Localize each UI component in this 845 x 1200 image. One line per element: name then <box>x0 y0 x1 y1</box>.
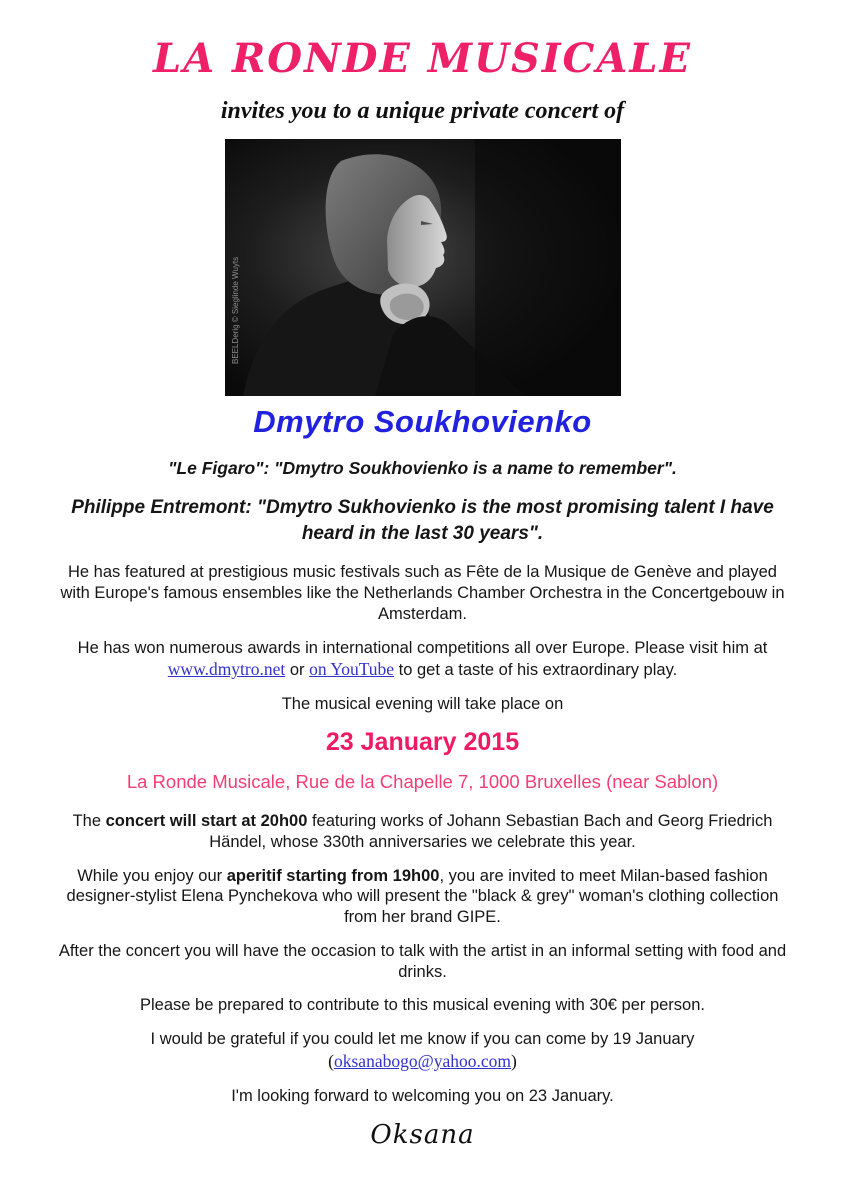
concert-date: 23 January 2015 <box>325 727 520 756</box>
venue-address: La Ronde Musicale, Rue de la Chapelle 7, 1000 Bruxelles (near Sablon) <box>126 770 719 792</box>
youtube-link[interactable]: on YouTube <box>309 659 395 680</box>
paragraph-awards-mid: or <box>285 661 310 680</box>
invitation-page <box>57 0 789 1150</box>
evening-lead-line: The musical evening will take place on <box>281 695 564 714</box>
rsvp-email-link[interactable]: oksanabogo@yahoo.com <box>334 1051 511 1071</box>
quote-le-figaro: "Le Figaro": "Dmytro Soukhovienko is a name to remember". <box>168 458 677 478</box>
paragraph-awards-pre: He has won numerous awards in international competitions all over Europe. Please visit him at <box>77 638 768 657</box>
paragraph-awards <box>57 638 789 682</box>
page-title: LA RONDE MUSICALE <box>152 35 693 82</box>
paragraph-rsvp: I would be grateful if you could let me know if you can come by 19 January (oksanabogo@yahoo.com) <box>150 1030 695 1071</box>
paragraph-festivals: He has featured at prestigious music festivals such as Fête de la Musique de Genève and played with Europe's famous ensembles like the Netherlands Chamber Orchestra in the Concertgebouw in Amsterdam. <box>60 563 785 623</box>
aperitif-start-time: aperitif starting from 19h00 <box>226 866 440 885</box>
paragraph-concert-start: The concert will start at 20h00 featuring works of Johann Sebastian Bach and Georg Friedrich Händel, whose 330th anniversaries we celebrate this year. <box>72 811 773 851</box>
signature: Oksana <box>370 1119 475 1150</box>
paragraph-aperitif: While you enjoy our aperitif starting from 19h00, you are invited to meet Milan-based fashion designer-stylist Elena Pynchekova who will present the "black & grey" woman's clothing collection from her brand GIPE. <box>66 866 779 927</box>
artist-photo-illustration <box>225 139 621 396</box>
paragraph-after-concert: After the concert you will have the occasion to talk with the artist in an informal setting with food and drinks. <box>58 941 787 981</box>
paren-open: ( <box>328 1051 334 1071</box>
dmytro-website-link[interactable]: www.dmytro.net <box>167 659 286 680</box>
artist-name: Dmytro Soukhovienko <box>253 404 592 439</box>
invitation-subtitle: invites you to a unique private concert of <box>220 98 625 124</box>
paragraph-contribution: Please be prepared to contribute to this musical evening with 30€ per person. <box>139 996 705 1015</box>
artist-photo <box>225 139 621 396</box>
paragraph-awards-post: to get a taste of his extraordinary play. <box>394 661 678 680</box>
photo-credit: BEELDerig © Sieglinde Wuyts <box>230 256 240 364</box>
paragraph-looking-forward: I'm looking forward to welcoming you on 23 January. <box>231 1086 614 1105</box>
quote-entremont: Philippe Entremont: "Dmytro Sukhovienko is the most promising talent I have heard in the last 30 years". <box>71 497 774 544</box>
paren-close: ) <box>510 1051 517 1071</box>
concert-start-time: concert will start at 20h00 <box>105 811 308 830</box>
